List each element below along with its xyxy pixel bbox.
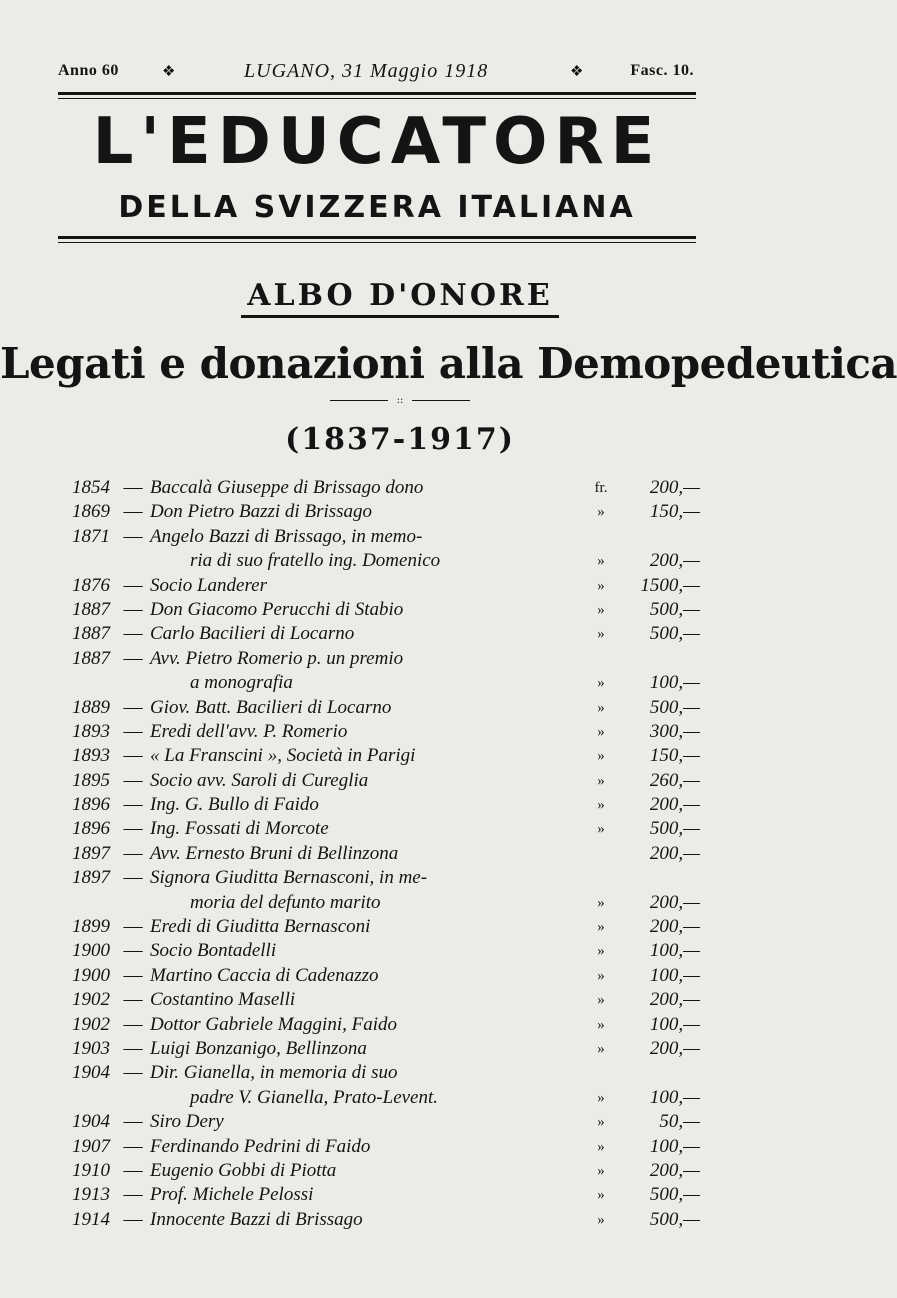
year-range: (1837-1917) [285,422,515,457]
header-rule-thick [58,92,696,95]
masthead-subtitle: DELLA SVIZZERA ITALIANA [118,190,636,225]
ornament-icon: ❖ [162,64,176,80]
entry-donor: Martino Caccia di Cadenazzo [150,964,379,986]
list-item [72,1208,700,1232]
entry-donor: Dir. Gianella, in memoria di suo [150,1062,398,1084]
entry-year: 1896 [72,818,110,840]
entry-dash: — [123,745,143,767]
entry-year: 1904 [72,1062,110,1084]
list-item [72,720,700,744]
list-item [72,671,700,695]
entry-dash: — [123,1037,143,1059]
list-item [72,696,700,720]
entry-donor: Carlo Bacilieri di Locarno [150,623,355,645]
entry-dash: — [123,1159,143,1181]
entry-currency-mark: » [597,1040,605,1057]
entry-year: 1897 [72,842,110,864]
entry-donor: ria di suo fratello ing. Domenico [190,550,441,572]
entry-year: 1907 [72,1135,110,1157]
masthead-rule-thick [58,236,696,239]
list-item [72,891,700,915]
entry-amount: 500,— [649,818,700,840]
list-item [72,964,700,988]
list-item [72,842,700,866]
entry-currency-mark: » [597,553,605,570]
entry-dash: — [123,1013,143,1035]
entry-currency-mark: » [597,821,605,838]
header-rule-thin [58,98,696,99]
issue-year: Anno 60 [58,62,119,79]
entry-year: 1900 [72,964,110,986]
entry-dash: — [123,598,143,620]
entry-currency-mark: » [597,748,605,765]
entry-donor: Giov. Batt. Bacilieri di Locarno [150,696,392,718]
list-item [72,1086,700,1110]
entry-dash: — [123,867,143,889]
entry-dash: — [123,1184,143,1206]
list-item [72,525,692,549]
entry-donor: Socio Bontadelli [150,940,277,962]
entry-year: 1913 [72,1184,110,1206]
entry-donor: moria del defunto marito [190,891,381,913]
entry-donor: Socio avv. Saroli di Cureglia [150,769,369,791]
entry-year: 1876 [72,574,110,596]
entry-donor: Eugenio Gobbi di Piotta [150,1159,337,1181]
list-item [72,769,700,793]
entry-amount: 50,— [659,1111,700,1133]
entry-donor: « La Franscini », Società in Parigi [150,745,416,767]
entry-dash: — [123,647,143,669]
list-item [72,744,700,768]
entry-year: 1902 [72,989,110,1011]
entry-currency-mark: » [597,504,605,521]
section-title: Legati e donazioni alla Demopedeutica [0,339,897,388]
section-heading-text: ALBO D'ONORE [241,278,559,318]
list-item [72,1135,700,1159]
entry-currency-mark: » [597,601,605,618]
entry-currency-mark: » [597,1089,605,1106]
list-item [72,622,700,646]
entry-currency-mark: » [597,967,605,984]
list-item [72,1159,700,1183]
entry-currency-mark: » [597,943,605,960]
entry-donor: a monografia [190,672,293,694]
entry-dash: — [123,720,143,742]
entry-currency-mark: » [597,699,605,716]
entry-dash: — [123,696,143,718]
entry-amount: 1500,— [640,574,700,596]
entry-year: 1900 [72,940,110,962]
entry-donor: Baccalà Giuseppe di Brissago dono [150,477,424,498]
entry-year: 1903 [72,1037,110,1059]
entry-donor: Ing. G. Bullo di Faido [150,794,319,816]
masthead-rule-thin [58,242,696,243]
entry-year: 1904 [72,1111,110,1133]
entry-dash: — [123,916,143,938]
running-header [58,60,698,86]
entry-dash: — [123,1208,143,1230]
entry-amount: 500,— [649,623,700,645]
entry-amount: 200,— [649,989,700,1011]
entry-currency-mark: fr. [594,480,608,496]
entry-amount: 200,— [649,1159,700,1181]
list-item [72,476,700,500]
entry-donor: Ing. Fossati di Morcote [150,818,329,840]
entry-currency-mark: » [597,577,605,594]
entry-year: 1854 [72,477,110,498]
entry-dash: — [123,623,143,645]
list-item [72,1183,700,1207]
entry-year: 1893 [72,720,110,742]
list-item [72,1013,700,1037]
list-item [72,817,700,841]
list-item [72,793,700,817]
entry-dash: — [123,501,143,523]
entry-dash: — [123,964,143,986]
entry-amount: 100,— [649,672,700,694]
entry-currency-mark: » [597,1162,605,1179]
entry-year: 1914 [72,1208,110,1230]
ornament-icon: ❖ [570,64,584,80]
entry-donor: Siro Dery [150,1111,224,1133]
list-item [72,866,692,890]
entry-currency-mark: » [597,1211,605,1228]
entry-dash: — [123,842,143,864]
entry-donor: Luigi Bonzanigo, Bellinzona [150,1037,367,1059]
entry-donor: Dottor Gabriele Maggini, Faido [150,1013,397,1035]
entry-donor: padre V. Gianella, Prato-Levent. [190,1086,439,1108]
entry-currency-mark: » [597,919,605,936]
entry-currency-mark: » [597,1114,605,1131]
entry-dash: — [123,525,143,547]
entry-year: 1869 [72,501,110,523]
entry-amount: 150,— [649,501,700,523]
entry-donor: Signora Giuditta Bernasconi, in me- [150,867,428,889]
entry-donor: Prof. Michele Pelossi [150,1184,314,1206]
entry-year: 1893 [72,745,110,767]
entry-donor: Costantino Maselli [150,989,296,1011]
list-item [72,549,700,573]
entry-currency-mark: » [597,626,605,643]
entry-donor: Avv. Pietro Romerio p. un premio [150,647,404,669]
issue-number: Fasc. 10. [630,62,694,79]
entry-dash: — [123,989,143,1011]
entry-donor: Ferdinando Pedrini di Faido [150,1135,371,1157]
entry-year: 1902 [72,1013,110,1035]
entry-amount: 200,— [649,891,700,913]
list-item [72,647,692,671]
entry-year: 1896 [72,794,110,816]
entry-donor: Eredi di Giuditta Bernasconi [150,916,371,938]
entry-currency-mark: » [597,992,605,1009]
entry-amount: 200,— [649,1037,700,1059]
section-heading [0,278,800,314]
entry-currency-mark: » [597,772,605,789]
entry-donor: Socio Landerer [150,574,267,596]
list-item [72,574,700,598]
entry-year: 1887 [72,623,110,645]
entry-amount: 300,— [649,720,700,742]
entry-year: 1889 [72,696,110,718]
entry-donor: Don Pietro Bazzi di Brissago [150,501,373,523]
entry-amount: 500,— [649,1208,700,1230]
entry-dash: — [123,769,143,791]
entry-dash: — [123,574,143,596]
entry-donor: Avv. Ernesto Bruni di Bellinzona [150,842,399,864]
entry-amount: 500,— [649,598,700,620]
list-item [72,1037,700,1061]
list-item [72,500,700,524]
entry-amount: 100,— [649,1013,700,1035]
entry-currency-mark: » [597,1187,605,1204]
entry-amount: 200,— [649,842,700,864]
entry-year: 1887 [72,647,110,669]
entry-year: 1897 [72,867,110,889]
entry-dash: — [123,794,143,816]
entry-dash: — [123,1062,143,1084]
list-item [72,1110,700,1134]
entry-amount: 200,— [649,916,700,938]
entry-donor: Eredi dell'avv. P. Romerio [150,720,348,742]
entry-currency-mark: » [597,723,605,740]
entry-dash: — [123,818,143,840]
entry-currency-mark: » [597,797,605,814]
entry-amount: 100,— [649,964,700,986]
entry-year: 1899 [72,916,110,938]
entry-amount: 200,— [649,550,700,572]
entry-dash: — [123,1111,143,1133]
entry-dash: — [123,1135,143,1157]
list-item [72,915,700,939]
entry-donor: Innocente Bazzi di Brissago [150,1208,363,1230]
entry-year: 1895 [72,769,110,791]
entry-amount: 100,— [649,940,700,962]
entry-currency-mark: » [597,675,605,692]
dateline: LUGANO, 31 Maggio 1918 [244,60,489,82]
ornamental-divider: :: [330,396,470,406]
list-item [72,1061,692,1085]
entry-dash: — [123,477,143,498]
entry-currency-mark: » [597,1016,605,1033]
entry-currency-mark: » [597,894,605,911]
list-item [72,598,700,622]
list-item [72,939,700,963]
entry-amount: 200,— [649,477,700,498]
entry-year: 1887 [72,598,110,620]
entry-donor: Don Giacomo Perucchi di Stabio [150,598,404,620]
donations-list [72,476,700,1232]
list-item [72,988,700,1012]
entry-amount: 500,— [649,696,700,718]
entry-amount: 150,— [649,745,700,767]
entry-year: 1910 [72,1159,110,1181]
entry-amount: 500,— [649,1184,700,1206]
entry-donor: Angelo Bazzi di Brissago, in memo- [150,525,423,547]
masthead-title: L'EDUCATORE [92,105,662,179]
entry-dash: — [123,940,143,962]
entry-currency-mark: » [597,1138,605,1155]
entry-amount: 100,— [649,1135,700,1157]
entry-year: 1871 [72,525,110,547]
entry-amount: 100,— [649,1086,700,1108]
entry-amount: 200,— [649,794,700,816]
entry-amount: 260,— [649,769,700,791]
